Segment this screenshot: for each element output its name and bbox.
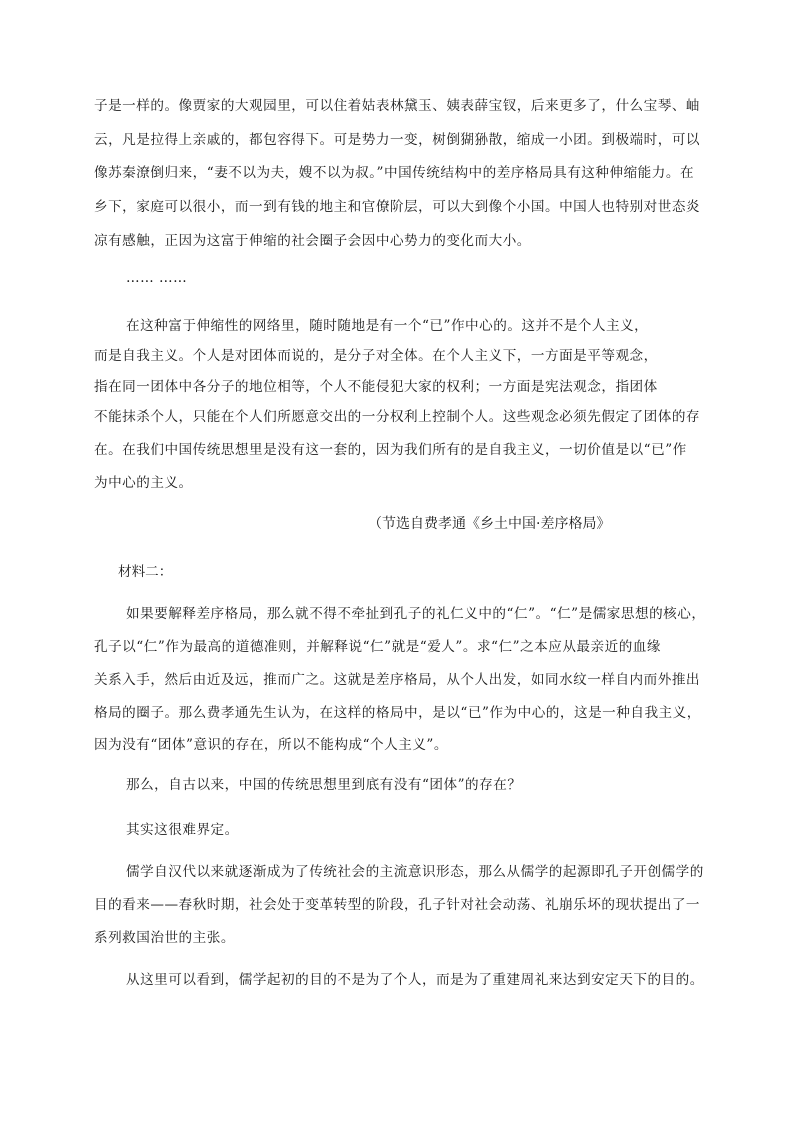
text-line: 因为没有“团体”意识的存在，所以不能构成“个人主义”。 (94, 737, 448, 753)
text-line: 云，凡是拉得上亲戚的，都包容得下。可是势力一变，树倒猢狲散，缩成一小团。到极端时，可以 (94, 132, 701, 148)
text-line: 孔子以“仁”作为最高的道德准则，并解释说“仁”就是“爱人”。求“仁”之本应从最亲近的血缘 (94, 639, 661, 655)
text-line: 而是自我主义。个人是对团体而说的，是分子对全体。在个人主义下，一方面是平等观念， (94, 348, 658, 364)
text-line: 为中心的主义。 (94, 475, 193, 491)
text-line: 格局的圈子。那么费孝通先生认为，在这样的格局中，是以“已”作为中心的，这是一种自我主义， (94, 705, 701, 721)
source-citation: （节选自费孝通《乡土中国·差序格局》 (368, 516, 611, 532)
text-line: 其实这很难界定。 (126, 822, 239, 838)
section-label: 材料二： (118, 564, 173, 580)
text-line: 儒学自汉代以来就逐渐成为了传统社会的主流意识形态，那么从儒学的起源即孔子开创儒学的 (126, 864, 704, 880)
text-line: 像苏秦潦倒归来，“妻不以为夫，嫂不以为叔。”中国传统结构中的差序格局具有这种伸缩能力。在 (94, 165, 695, 181)
ellipsis-separator: …… …… (126, 270, 188, 286)
text-line: 在这种富于伸缩性的网络里，随时随地是有一个“已”作中心的。这并不是个人主义， (126, 318, 649, 334)
text-line: 目的看来——春秋时期，社会处于变革转型的阶段，孔子针对社会动荡、礼崩乐坏的现状提出了一 (94, 897, 701, 913)
text-line: 那么，自古以来，中国的传统思想里到底有没有“团体”的存在？ (126, 777, 522, 793)
text-line: 不能抹杀个人，只能在个人们所愿意交出的一分权利上控制个人。这些观念必须先假定了团体的存 (94, 409, 701, 425)
text-line: 子是一样的。像贾家的大观园里，可以住着姑表林黛玉、姨表薛宝钗，后来更多了，什么宝琴、岫 (94, 98, 701, 114)
text-line: 指在同一团体中各分子的地位相等，个人不能侵犯大家的权利；一方面是宪法观念，指团体 (94, 379, 658, 395)
text-line: 系列救国治世的主张。 (94, 930, 235, 946)
text-line: 如果要解释差序格局，那么就不得不牵扯到孔子的礼仁义中的“仁”。“仁”是儒家思想的核心， (126, 606, 706, 622)
text-line: 关系入手，然后由近及远，推而广之。这就是差序格局，从个人出发，如同水纹一样自内而外推出 (94, 672, 701, 688)
text-line: 在。在我们中国传统思想里是没有这一套的，因为我们所有的是自我主义，一切价值是以“已”作 (94, 442, 687, 458)
text-line: 凉有感触，正因为这富于伸缩的社会圈子会因中心势力的变化而大小。 (94, 233, 531, 249)
text-line: 从这里可以看到，儒学起初的目的不是为了个人，而是为了重建周礼来达到安定天下的目的。 (126, 972, 704, 988)
text-line: 乡下，家庭可以很小，而一到有钱的地主和官僚阶层，可以大到像个小国。中国人也特别对世态炎 (94, 199, 701, 215)
